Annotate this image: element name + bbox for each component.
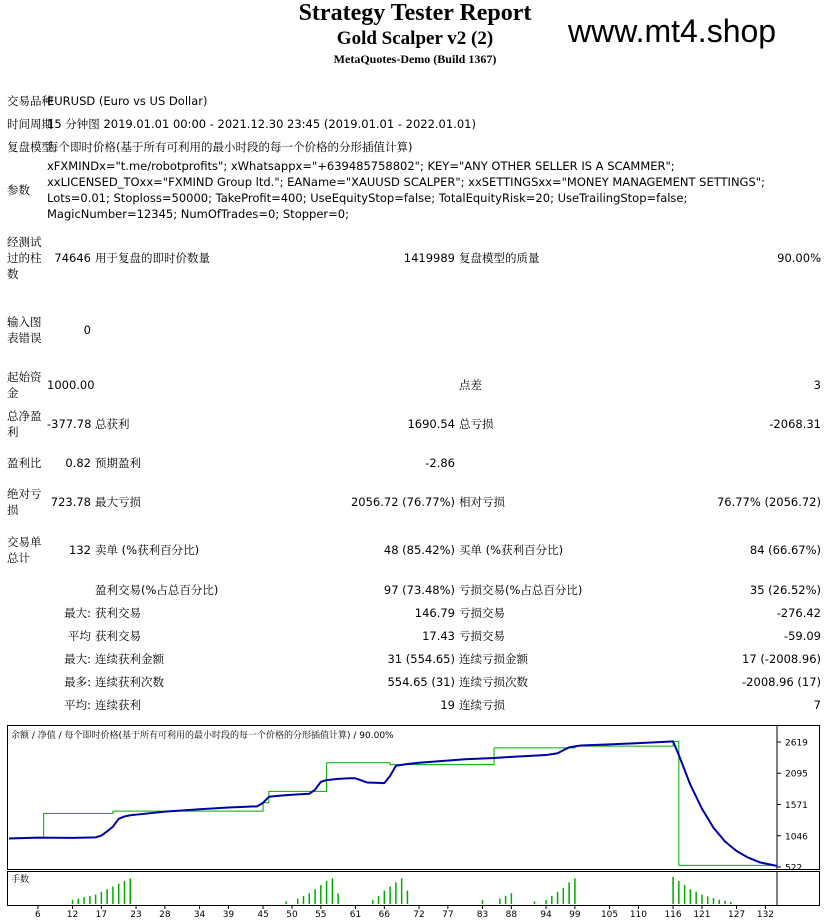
avg-cons-loss-value: 7 (813, 697, 821, 712)
volume-x-tick-label: 12 (66, 910, 79, 919)
params-value: xFXMINDx="t.me/robotprofits"; xWhatsappx="+639485758802"; KEY="ANY OTHER SELLER IS A SCAMMER"; xxLICENSED_TOxx="FXMIND Group ltd."; EAName="XAUUSD SCALPER"; xxSETTINGSxx="MONEY MANAGEMENT SETTINGS"; Lots=0.01; Stoploss=50000; TakeProfit=400; UseEquityStop=false; TotalEquityRisk=20; UseTrailingStop=false; MagicNumber=12345; NumOfTrades=0; Stopper=0; (47, 159, 765, 221)
equity-y-tick-label: 2619 (785, 738, 808, 749)
long-value: 84 (66.67%) (749, 543, 821, 557)
volume-x-tick-label: 34 (193, 910, 206, 919)
model-value: 每个即时价格(基于所有可利用的最小时段的每一个价格的分形插值计算) (47, 139, 413, 154)
trades-label: 交易单总计 (7, 535, 42, 565)
reldd-label: 相对亏损 (459, 495, 505, 509)
largest-win-value: 146.79 (414, 605, 455, 620)
payoff-label: 预期盈利 (95, 456, 141, 470)
win-label: 盈利交易(%占总百分比) (95, 582, 219, 597)
largest-loss-label: 亏损交易 (459, 605, 505, 620)
absdd-label: 绝对亏损 (7, 487, 42, 517)
reldd-value: 76.77% (2056.72) (716, 495, 821, 509)
largest-prefix: 最大: (64, 605, 91, 620)
profitfactor-label: 盈利比 (7, 456, 42, 470)
cons-loss-cnt-label: 连续亏损次数 (459, 674, 528, 689)
watermark-text: www.mt4.shop (568, 13, 777, 49)
volume-x-tick-label: 17 (95, 910, 108, 919)
report-title: Strategy Tester Report (298, 0, 532, 26)
bars-label: 经测试过的柱数 (7, 235, 42, 281)
volume-x-tick-label: 39 (222, 910, 235, 919)
balance-equity-chart (7, 725, 820, 870)
volume-x-tick-label: 94 (540, 910, 552, 919)
most-prefix: 最多: (64, 674, 91, 689)
maximum-prefix: 最大: (64, 651, 91, 666)
short-label: 卖单 (%获利百分比) (95, 543, 200, 557)
spread-value: 3 (813, 378, 821, 392)
cons-win-amt-label: 连续获利金额 (95, 651, 164, 666)
short-value: 48 (85.42%) (383, 543, 455, 557)
volume-x-tick-label: 77 (442, 910, 454, 919)
cons-loss-amt-label: 连续亏损金额 (459, 651, 528, 666)
expert-name: Gold Scalper v2 (2) (336, 28, 494, 49)
grossprofit-value: 1690.54 (407, 417, 455, 431)
volume-x-tick-label: 50 (286, 910, 298, 919)
server-build: MetaQuotes-Demo (Build 1367) (333, 52, 497, 66)
avg-win-label: 获利交易 (95, 628, 141, 643)
deposit-value: 1000.00 (47, 378, 95, 392)
largest-loss-value: -276.42 (776, 605, 821, 620)
long-label: 买单 (%获利百分比) (459, 543, 564, 557)
equity-y-tick-label: 522 (785, 863, 803, 870)
avg-loss-value: -59.09 (783, 628, 821, 643)
trades-value: 132 (69, 543, 91, 557)
volume-x-tick-label: 28 (159, 910, 171, 919)
grossloss-value: -2068.31 (769, 417, 821, 431)
profitfactor-value: 0.82 (65, 456, 91, 470)
volume-x-tick-label: 99 (569, 910, 581, 919)
period-value: 15 分钟图 2019.01.01 00:00 - 2021.12.30 23:45 (2019.01.01 - 2022.01.01) (47, 116, 476, 131)
period-label: 时间周期 (7, 116, 53, 131)
quality-label: 复盘模型的质量 (459, 251, 540, 265)
average2-prefix: 平均: (64, 697, 91, 712)
volume-x-tick-label: 132 (756, 910, 775, 919)
cons-win-cnt-label: 连续获利次数 (95, 674, 164, 689)
loss-value: 35 (26.52%) (749, 582, 821, 597)
equity-y-tick-label: 1571 (785, 800, 808, 811)
avg-cons-loss-label: 连续亏损 (459, 697, 505, 712)
loss-label: 亏损交易(%占总百分比) (459, 582, 583, 597)
volume-x-tick-label: 6 (35, 910, 41, 919)
netprofit-label: 总净盈利 (7, 409, 42, 439)
model-label: 复盘模型 (7, 139, 53, 154)
netprofit-value: -377.78 (47, 417, 92, 431)
errors-label: 输入图表错误 (7, 315, 42, 345)
volume-x-tick-label: 83 (476, 910, 489, 919)
average-prefix: 平均 (68, 628, 91, 643)
avg-loss-label: 亏损交易 (459, 628, 505, 643)
volume-x-tick-label: 66 (378, 910, 391, 919)
ticks-label: 用于复盘的即时价数量 (95, 251, 210, 265)
symbol-value: EURUSD (Euro vs US Dollar) (47, 93, 208, 108)
avg-cons-win-label: 连续获利 (95, 697, 141, 712)
params-label: 参数 (7, 183, 30, 197)
grossloss-label: 总亏损 (459, 417, 494, 431)
report-table (5, 89, 823, 716)
bars-value: 74646 (54, 251, 91, 265)
ticks-value: 1419989 (403, 251, 455, 265)
volume-x-tick-label: 72 (413, 910, 425, 919)
equity-y-tick-label: 2095 (785, 769, 808, 780)
volume-x-tick-label: 110 (629, 910, 648, 919)
equity-y-tick-label: 1046 (785, 832, 808, 843)
spread-label: 点差 (459, 378, 482, 392)
cons-win-amt-value: 31 (554.65) (387, 651, 455, 666)
volume-x-tick-label: 105 (600, 910, 619, 919)
avg-cons-win-value: 19 (440, 697, 455, 712)
errors-value: 0 (83, 323, 91, 337)
symbol-label: 交易品种 (7, 93, 53, 108)
volume-x-tick-label: 45 (257, 910, 269, 919)
volume-x-tick-label: 55 (315, 910, 327, 919)
volume-title: 手数 (11, 875, 30, 885)
avg-win-value: 17.43 (422, 628, 455, 643)
grossprofit-label: 总获利 (95, 417, 130, 431)
cons-loss-cnt-value: -2008.96 (17) (742, 674, 821, 689)
absdd-value: 723.78 (50, 495, 91, 509)
volume-x-tick-label: 61 (349, 910, 362, 919)
volume-chart-frame (8, 872, 820, 906)
volume-x-tick-label: 88 (505, 910, 518, 919)
equity-chart-frame (8, 726, 820, 870)
lots-volume-chart (7, 871, 820, 919)
quality-value: 90.00% (777, 251, 821, 265)
deposit-label: 起始资金 (7, 370, 42, 400)
largest-win-label: 获利交易 (95, 605, 141, 620)
volume-x-tick-label: 23 (130, 910, 142, 919)
cons-loss-amt-value: 17 (-2008.96) (742, 651, 821, 666)
payoff-value: -2.86 (425, 456, 455, 470)
volume-x-tick-label: 116 (664, 910, 682, 919)
volume-x-tick-label: 121 (693, 910, 711, 919)
win-value: 97 (73.48%) (383, 582, 455, 597)
maxdd-label: 最大亏损 (95, 495, 141, 509)
volume-x-tick-label: 127 (727, 910, 746, 919)
equity-legend: 余额 / 净值 / 每个即时价格(基于所有可利用的最小时段的每一个价格的分形插值计算) / 90.00% (11, 731, 394, 741)
cons-win-cnt-value: 554.65 (31) (387, 674, 455, 689)
maxdd-value: 2056.72 (76.77%) (350, 495, 455, 509)
